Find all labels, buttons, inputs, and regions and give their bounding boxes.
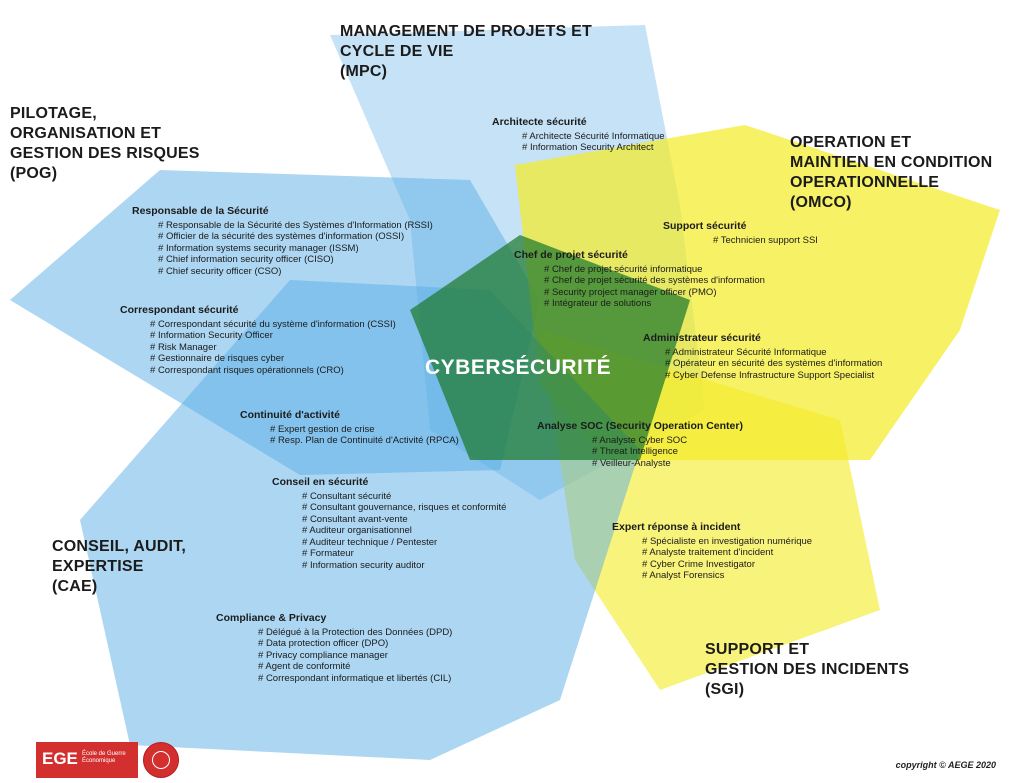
block-soc bbox=[537, 421, 743, 469]
role-item: # Administrateur Sécurité Informatique bbox=[665, 347, 882, 359]
block-title: Compliance & Privacy bbox=[216, 612, 327, 624]
role-item: # Chief information security officer (CISO) bbox=[158, 254, 433, 266]
block-title: Responsable de la Sécurité bbox=[132, 205, 269, 217]
role-item: # Consultant sécurité bbox=[302, 491, 506, 503]
role-item: # Technicien support SSI bbox=[713, 235, 818, 247]
title-line: GESTION DES INCIDENTS bbox=[705, 661, 910, 678]
role-item: # Analyst Forensics bbox=[642, 570, 812, 582]
role-item: # Officier de la sécurité des systèmes d'information (OSSI) bbox=[158, 231, 433, 243]
logo-subtitle: École de Guerre Économique bbox=[82, 751, 126, 764]
block-title: Chef de projet sécurité bbox=[514, 249, 628, 261]
block-conseil bbox=[272, 477, 506, 571]
role-item: # Correspondant risques opérationnels (CRO) bbox=[150, 365, 396, 377]
title-line: OPERATIONNELLE bbox=[790, 174, 940, 191]
domain-title-mpc bbox=[340, 22, 592, 82]
block-continuite bbox=[240, 410, 459, 447]
block-title: Continuité d'activité bbox=[240, 409, 340, 421]
role-item: # Auditeur technique / Pentester bbox=[302, 537, 506, 549]
role-item: # Architecte Sécurité Informatique bbox=[522, 131, 665, 143]
title-line: GESTION DES RISQUES bbox=[10, 145, 200, 162]
block-compliance bbox=[216, 613, 452, 684]
block-administrateur bbox=[643, 333, 882, 381]
role-item: # Information security auditor bbox=[302, 560, 506, 572]
title-line: MANAGEMENT DE PROJETS ET bbox=[340, 23, 592, 40]
role-item: # Cyber Crime Investigator bbox=[642, 559, 812, 571]
title-line: ORGANISATION ET bbox=[10, 125, 162, 142]
title-line: OPERATION ET bbox=[790, 134, 912, 151]
block-title: Administrateur sécurité bbox=[643, 332, 761, 344]
block-title: Analyse SOC (Security Operation Center) bbox=[537, 420, 743, 432]
title-line: CYCLE DE VIE bbox=[340, 43, 454, 60]
role-item: # Chef de projet sécurité des systèmes d'information bbox=[544, 275, 765, 287]
role-item: # Chef de projet sécurité informatique bbox=[544, 264, 765, 276]
title-line: EXPERTISE bbox=[52, 558, 144, 575]
title-line: MAINTIEN EN CONDITION bbox=[790, 154, 993, 171]
role-item: # Analyste traitement d'incident bbox=[642, 547, 812, 559]
role-item: # Consultant avant-vente bbox=[302, 514, 506, 526]
role-item: # Opérateur en sécurité des systèmes d'information bbox=[665, 358, 882, 370]
role-item: # Analyste Cyber SOC bbox=[592, 435, 743, 447]
role-item: # Privacy compliance manager bbox=[258, 650, 452, 662]
role-item: # Security project manager officer (PMO) bbox=[544, 287, 765, 299]
role-item: # Gestionnaire de risques cyber bbox=[150, 353, 396, 365]
domain-title-omco bbox=[790, 133, 992, 213]
title-line: PILOTAGE, bbox=[10, 105, 97, 122]
title-line: (OMCO) bbox=[790, 194, 852, 211]
role-item: # Veilleur-Analyste bbox=[592, 458, 743, 470]
title-line: CONSEIL, AUDIT, bbox=[52, 538, 186, 555]
block-title: Support sécurité bbox=[663, 220, 747, 232]
role-item: # Consultant gouvernance, risques et conformité bbox=[302, 502, 506, 514]
logo-text: EGE bbox=[42, 749, 78, 768]
role-item: # Data protection officer (DPO) bbox=[258, 638, 452, 650]
role-item: # Correspondant informatique et libertés (CIL) bbox=[258, 673, 452, 685]
title-line: (POG) bbox=[10, 165, 58, 182]
domain-title-pog bbox=[10, 104, 200, 184]
block-title: Expert réponse à incident bbox=[612, 521, 741, 533]
block-title: Conseil en sécurité bbox=[272, 476, 369, 488]
role-item: # Cyber Defense Infrastructure Support Specialist bbox=[665, 370, 882, 382]
block-support bbox=[663, 221, 818, 246]
block-title: Architecte sécurité bbox=[492, 116, 587, 128]
block-title: Correspondant sécurité bbox=[120, 304, 239, 316]
role-item: # Expert gestion de crise bbox=[270, 424, 459, 436]
role-item: # Délégué à la Protection des Données (DPD) bbox=[258, 627, 452, 639]
role-item: # Information Security Architect bbox=[522, 142, 665, 154]
block-correspondant bbox=[120, 305, 396, 376]
block-chef-projet bbox=[514, 250, 765, 310]
role-item: # Information systems security manager (ISSM) bbox=[158, 243, 433, 255]
role-item: # Risk Manager bbox=[150, 342, 396, 354]
title-line: (CAE) bbox=[52, 578, 98, 595]
block-architecte bbox=[492, 117, 665, 154]
seal-icon bbox=[143, 742, 179, 778]
title-line: (SGI) bbox=[705, 681, 745, 698]
role-item: # Responsable de la Sécurité des Systèmes d'Information (RSSI) bbox=[158, 220, 433, 232]
center-label: CYBERSÉCURITÉ bbox=[425, 356, 612, 379]
copyright: copyright © AEGE 2020 bbox=[895, 760, 996, 770]
role-item: # Formateur bbox=[302, 548, 506, 560]
role-item: # Correspondant sécurité du système d'information (CSSI) bbox=[150, 319, 396, 331]
role-item: # Spécialiste en investigation numérique bbox=[642, 536, 812, 548]
role-item: # Agent de conformité bbox=[258, 661, 452, 673]
domain-title-sgi bbox=[705, 640, 909, 700]
title-line: (MPC) bbox=[340, 63, 388, 80]
role-item: # Information Security Officer bbox=[150, 330, 396, 342]
block-incident bbox=[612, 522, 812, 582]
role-item: # Chief security officer (CSO) bbox=[158, 266, 433, 278]
ege-logo bbox=[36, 742, 176, 778]
logo-mark bbox=[36, 742, 138, 778]
role-item: # Threat Intelligence bbox=[592, 446, 743, 458]
role-item: # Auditeur organisationnel bbox=[302, 525, 506, 537]
title-line: SUPPORT ET bbox=[705, 641, 810, 658]
role-item: # Intégrateur de solutions bbox=[544, 298, 765, 310]
role-item: # Resp. Plan de Continuité d'Activité (RPCA) bbox=[270, 435, 459, 447]
domain-title-cae bbox=[52, 537, 186, 597]
block-responsable bbox=[132, 206, 433, 277]
